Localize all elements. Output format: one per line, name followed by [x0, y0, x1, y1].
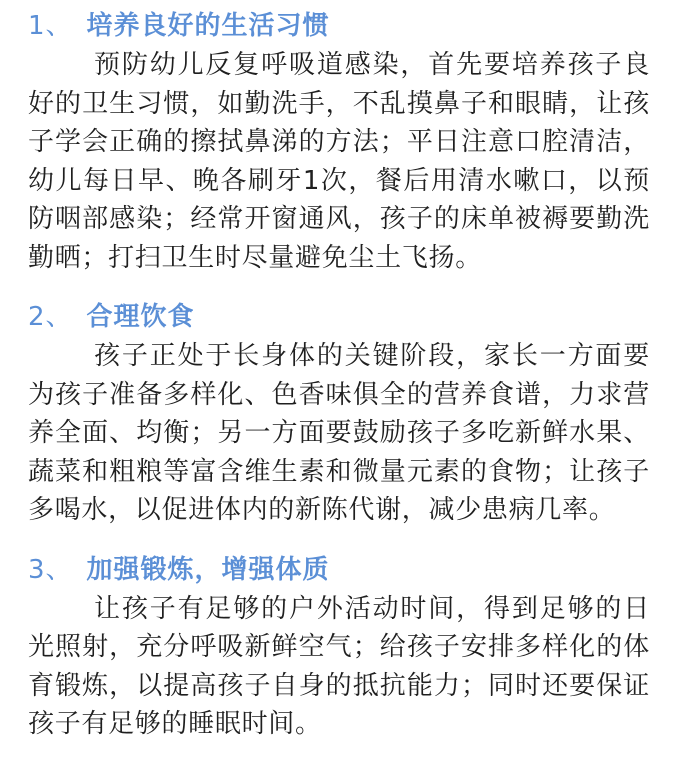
section-number: 3、	[28, 554, 73, 585]
section-title: 合理饮食	[86, 302, 195, 332]
section-title: 加强锻炼，增强体质	[86, 554, 330, 585]
section-paragraph: 让孩子有足够的户外活动时间，得到足够的日光照射，充分呼吸新鲜空气；给孩子安排多样化的体育锻炼，以提高孩子自身的抵抗能力；同时还要保证孩子有足够的睡眠时间。	[28, 593, 650, 739]
section-number: 2、	[28, 302, 73, 332]
section-hygiene-habits	[28, 6, 650, 277]
section-heading	[28, 6, 650, 46]
section-number: 1、	[28, 11, 73, 41]
section-paragraph: 预防幼儿反复呼吸道感染，首先要培养孩子良好的卫生习惯，如勤洗手，不乱摸鼻子和眼睛，让孩子学会正确的擦拭鼻涕的方法；平日注意口腔清洁，幼儿每日早、晚各刷牙1次，餐后用清水嗽口，以预防咽部感染；经常开窗通风，孩子的床单被褥要勤洗勤晒；打扫卫生时尽量避免尘土飞扬。	[28, 50, 650, 273]
section-reasonable-diet	[28, 297, 650, 530]
section-heading	[28, 550, 650, 590]
section-title: 培养良好的生活习惯	[86, 11, 330, 41]
section-paragraph: 孩子正处于长身体的关键阶段，家长一方面要为孩子准备多样化、色香味俱全的营养食谱，力求营养全面、均衡；另一方面要鼓励孩子多吃新鲜水果、蔬菜和粗粮等富含维生素和微量元素的食物；让孩子多喝水，以促进体内的新陈代谢，减少患病几率。	[28, 341, 650, 525]
section-heading	[28, 297, 650, 337]
section-exercise-constitution	[28, 550, 650, 744]
